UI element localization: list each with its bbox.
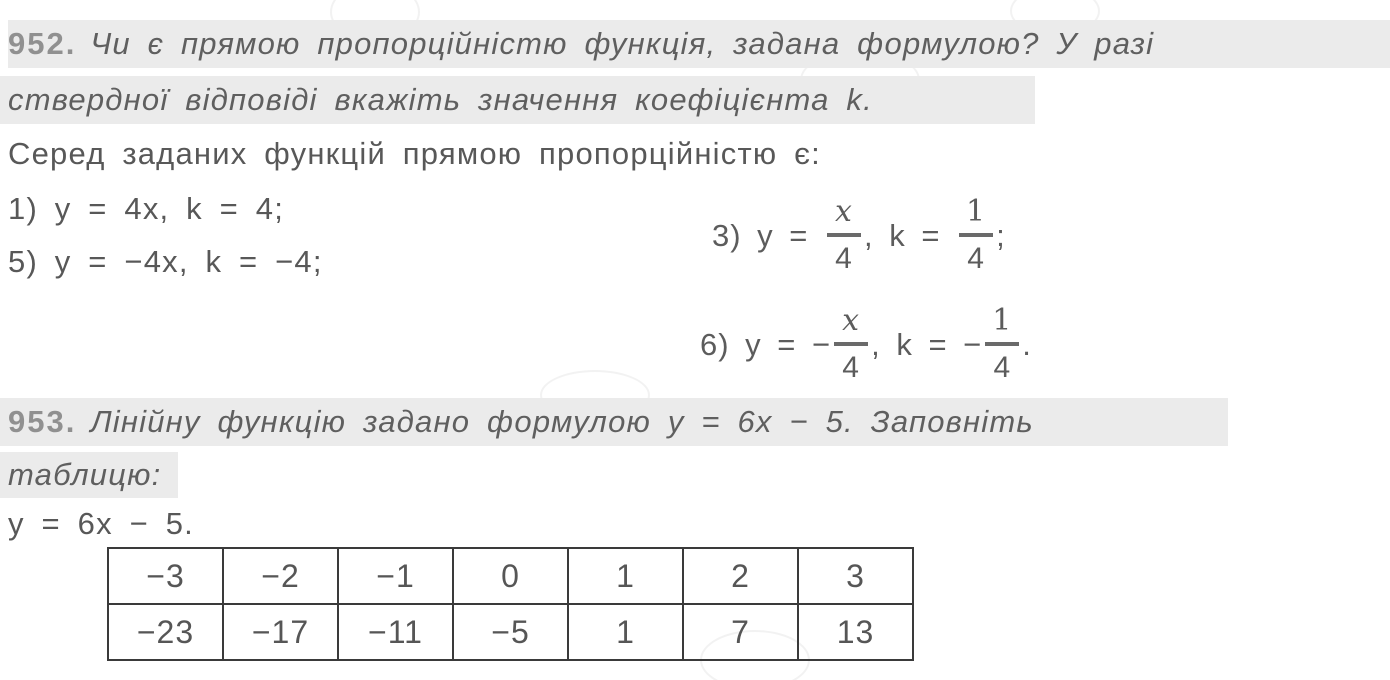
- values-table: [107, 547, 914, 661]
- table-cell-x: −2: [223, 548, 338, 604]
- solution-item-6: [700, 292, 1032, 397]
- table-cell-y: 13: [798, 604, 913, 660]
- problem-953-statement-text-2: таблицю:: [8, 457, 162, 492]
- table-row-y: [108, 604, 913, 660]
- solution-item-3: [712, 183, 1006, 288]
- problem-952-statement-line-1: [8, 20, 1390, 68]
- problem-953-statement-text-1: Лінійну функцію задано формулою y = 6x − 5. Заповніть: [90, 404, 1034, 439]
- table-row-x: [108, 548, 913, 604]
- solution-intro-text: Серед заданих функцій прямою пропорційністю є:: [8, 136, 821, 171]
- table-cell-y: −5: [453, 604, 568, 660]
- fraction-1-over-4: [959, 194, 993, 275]
- problem-953-statement-line-2: [0, 452, 178, 498]
- solution-item-5-text: 5) y = −4x, k = −4;: [8, 244, 323, 279]
- fraction-denominator: 4: [967, 242, 985, 275]
- fraction-1-over-4: [985, 303, 1019, 384]
- fraction-numerator: 1: [966, 194, 987, 229]
- table-cell-y: −17: [223, 604, 338, 660]
- item-6-prefix: 6) y = −: [700, 326, 832, 362]
- problem-953-statement-line-1: [0, 398, 1228, 446]
- problem-952-statement-text-1: Чи є прямою пропорційністю функція, задана формулою? У разі: [90, 26, 1155, 61]
- fraction-numerator: x: [835, 194, 853, 229]
- fraction-x-over-4: [827, 194, 861, 275]
- table-cell-x: 0: [453, 548, 568, 604]
- solution-item-5: [8, 241, 323, 283]
- table-cell-x: 2: [683, 548, 798, 604]
- table-cell-y: 7: [683, 604, 798, 660]
- formula-text: y = 6x − 5.: [8, 506, 194, 541]
- table-cell-x: −1: [338, 548, 453, 604]
- item-3-suffix: ;: [996, 217, 1006, 253]
- problem-952-number: 952.: [8, 26, 77, 61]
- item-3-mid: , k =: [864, 217, 957, 253]
- problem-952-statement-line-2: [0, 76, 1035, 124]
- fraction-numerator: 1: [992, 303, 1013, 338]
- problem-952-statement-text-2: ствердної відповіді вкажіть значення коефіцієнта k.: [8, 82, 873, 117]
- table-cell-x: 3: [798, 548, 913, 604]
- fraction-denominator: 4: [835, 242, 853, 275]
- table-cell-y: −11: [338, 604, 453, 660]
- item-6-mid: , k = −: [871, 326, 983, 362]
- table-cell-x: −3: [108, 548, 223, 604]
- item-6-suffix: .: [1022, 326, 1032, 362]
- solution-item-1-text: 1) y = 4x, k = 4;: [8, 191, 285, 226]
- problem-953-number: 953.: [8, 404, 77, 439]
- fraction-x-over-4: [834, 303, 868, 384]
- formula-line: [8, 503, 194, 545]
- table-cell-y: 1: [568, 604, 683, 660]
- table-cell-x: 1: [568, 548, 683, 604]
- fraction-numerator: x: [842, 303, 861, 338]
- item-3-prefix: 3) y =: [712, 217, 825, 253]
- solution-intro-line: [8, 132, 821, 176]
- fraction-denominator: 4: [842, 351, 860, 384]
- solution-item-1: [8, 188, 284, 230]
- fraction-denominator: 4: [993, 351, 1012, 384]
- table-cell-y: −23: [108, 604, 223, 660]
